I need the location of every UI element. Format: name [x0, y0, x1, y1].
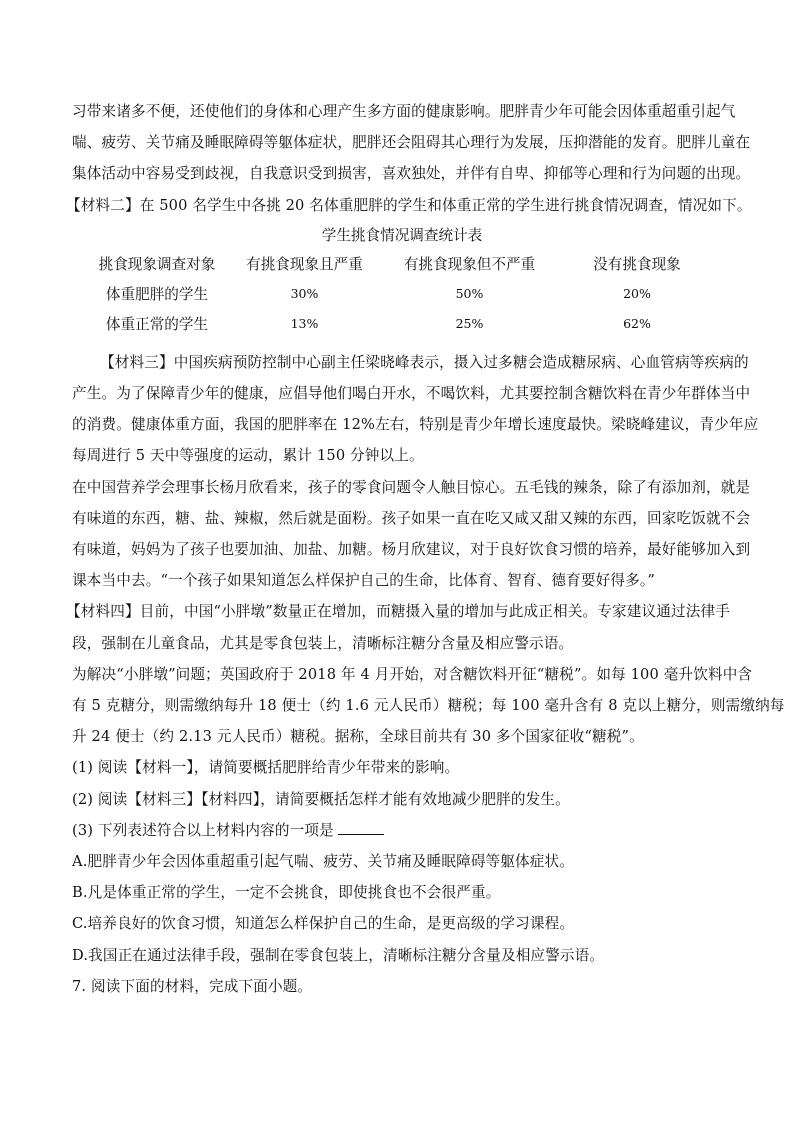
document-page [66, 96, 785, 1002]
table-row [92, 309, 722, 339]
table-header-cell: 没有挑食现象 [593, 256, 681, 274]
material3-line: 【材料三】中国疾病预防控制中心副主任梁晓峰表示，摄入过多糖会造成糖尿病、心血管病等疾病的 [100, 353, 749, 371]
material4-line: 【材料四】目前，中国“小胖墩”数量正在增加，而糖摄入量的增加与此成正相关。专家建议通过法律手 [66, 603, 730, 621]
table-header-cell: 有挑食现象但不严重 [403, 256, 536, 274]
material1-line: 习带来诸多不便，还使他们的身体和心理产生多方面的健康影响。肥胖青少年可能会因体重超重引起气 [72, 103, 736, 120]
question-3-row [72, 815, 732, 846]
material3-line: 有味道，妈妈为了孩子也要加油、加盐、加糖。杨月欣建议，对于良好饮食习惯的培养，最好能够加入到 [72, 541, 751, 559]
table-header-row [92, 249, 722, 279]
material4-line: 升 24 便士（约 2.13 元人民币）糖税。据称，全球目前共有 30 多个国家征收“糖税”。 [72, 728, 644, 746]
option-b: B.凡是体重正常的学生，一定不会挑食，即使挑食也不会很严重。 [72, 884, 501, 902]
survey-table [92, 249, 722, 339]
table-cell: 30% [290, 286, 319, 302]
option-d: D.我国正在通过法律手段，强制在零食包装上，清晰标注糖分含量及相应警示语。 [72, 946, 605, 964]
material1-line: 集体活动中容易受到歧视，自我意识受到损害，喜欢独处，并伴有自卑、抑郁等心理和行为问题的出现。 [72, 165, 751, 183]
table-title: 学生挑食情况调查统计表 [321, 226, 483, 244]
material3-line: 的消费。健康体重方面，我国的肥胖率在 12%左右，特别是青少年增长速度最快。梁晓峰建议，青少年应 [72, 416, 759, 434]
table-cell: 体重正常的学生 [105, 316, 209, 334]
material3-line: 有味道的东西，糖、盐、辣椒，然后就是面粉。孩子如果一直在吃又咸又甜又辣的东西，回家吃饭就不会 [72, 509, 751, 527]
option-a: A.肥胖青少年会因体重超重引起气喘、疲劳、关节痛及睡眠障碍等躯体症状。 [72, 853, 575, 871]
table-cell: 13% [290, 316, 319, 332]
table-cell: 62% [623, 316, 651, 332]
material3-line: 每周进行 5 天中等强度的运动，累计 150 分钟以上。 [72, 447, 424, 465]
table-header-cell: 有挑食现象且严重 [246, 256, 363, 274]
material4-line: 段，强制在儿童食品，尤其是零食包装上，清晰标注糖分含量及相应警示语。 [72, 634, 574, 652]
table-cell: 20% [623, 286, 651, 302]
answer-blank[interactable] [338, 820, 384, 835]
material3-line: 在中国营养学会理事长杨月欣看来，孩子的零食问题令人触目惊心。五毛钱的辣条，除了有添加剂，就是 [72, 478, 751, 496]
question-2: (2) 阅读【材料三】【材料四】，请简要概括怎样才能有效地减少肥胖的发生。 [72, 790, 570, 808]
material3-line: 产生。为了保障青少年的健康，应倡导他们喝白开水，不喝饮料，尤其要控制含糖饮料在青少年群体当中 [72, 385, 751, 403]
table-header-cell: 挑食现象调查对象 [98, 256, 216, 274]
table-cell: 50% [455, 286, 484, 302]
table-cell: 25% [455, 316, 484, 332]
material4-line: 有 5 克糖分，则需缴纳每升 18 便士（约 1.6 元人民币）糖税；每 100 毫升含有 8 克以上糖分，则需缴纳每 [72, 697, 785, 715]
material2-intro: 【材料二】在 500 名学生中各挑 20 名体重肥胖的学生和体重正常的学生进行挑食情况调查，情况如下。 [66, 196, 752, 214]
table-cell: 体重肥胖的学生 [105, 286, 209, 304]
option-c: C.培养良好的饮食习惯，知道怎么样保护自己的生命，是更高级的学习课程。 [72, 915, 575, 933]
question-3: (3) 下列表述符合以上材料内容的一项是 [72, 821, 334, 839]
question-1: (1) 阅读【材料一】，请简要概括肥胖给青少年带来的影响。 [72, 759, 460, 777]
material1-line: 喘、疲劳、关节痛及睡眠障碍等躯体症状，肥胖还会阻碍其心理行为发展，压抑潜能的发育。肥胖儿童在 [72, 134, 751, 152]
next-question: 7. 阅读下面的材料，完成下面小题。 [72, 977, 313, 995]
material4-line: 为解决“小胖墩”问题；英国政府于 2018 年 4 月开始，对含糖饮料开征“糖税”。如每 100 毫升饮料中含 [72, 665, 753, 683]
table-row [92, 279, 722, 309]
material3-line: 课本当中去。“一个孩子如果知道怎么样保护自己的生命，比体育、智育、德育要好得多。” [72, 572, 655, 590]
